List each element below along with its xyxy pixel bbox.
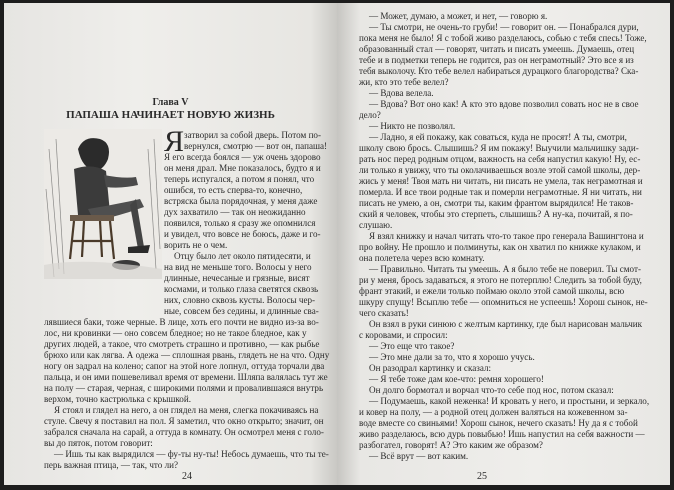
book-spread <box>4 3 670 485</box>
text-line: дело? <box>359 110 381 120</box>
text-line: чего сказать! <box>359 308 409 318</box>
text-line: дух захватило — так он неожиданно <box>164 207 306 217</box>
text-line: других людей, а такое, что смотреть страшно и противно, — как рыбье <box>44 339 320 349</box>
text-line: Отцу было лет около пятидесяти, и <box>174 251 311 261</box>
text-line: затворил за собой дверь. Потом по- <box>184 130 322 140</box>
text-line: вернулся, смотрю — вот он, папаша! <box>184 141 328 151</box>
text-line: — Подумаешь, какой неженка! И кровать у него, и простыни, и зеркало, <box>369 396 650 406</box>
text-line: пока меня не было! Я с тобой живо разделаюсь, собью с тебя спесь! Тоже, <box>359 33 647 43</box>
text-line: она полетела через всю комнату. <box>359 253 485 263</box>
text-line: Я взял книжку и начал читать что-то такое про генерала Вашингтона и <box>369 231 644 241</box>
text-line: воде вместе со свиньями! Хорош сынок, нечего сказать! Ну да я с тобой <box>359 418 638 428</box>
text-line: ли только я увижу, что ты околачиваешься возле этой самой школы, дер- <box>359 165 641 175</box>
text-line: шкуру спущу! Всыплю тебе — опомниться не успеешь! Хорош сынок, не- <box>359 297 648 307</box>
text-line: — Никто не позволял. <box>369 121 456 131</box>
text-line: забрался сначала на сарай, а оттуда в комнату. Он осмотрел меня с голо- <box>44 427 324 437</box>
text-line: — Ишь ты как вырядился — фу-ты ну-ты! Небось думаешь, что ты те- <box>54 449 329 459</box>
text-line: брюхо или как лягва. А одежа — сплошная рвань, глядеть не на что. Одну <box>44 350 330 360</box>
text-line: них, словно сквозь кусты. Волосы чер- <box>164 295 316 305</box>
text-line: Я его всегда боялся — уж очень здорово <box>164 152 321 162</box>
text-line: — Ладно, я ей покажу, как соваться, куда не просят! А ты, смотри, <box>369 132 627 142</box>
text-line: лявшиеся баки, тоже черные. В лице, хоть его почти не видно из-за во- <box>44 317 319 327</box>
chapter-number: Глава V <box>152 97 189 108</box>
text-line: с коровами, и спросил: <box>359 330 448 340</box>
text-line: разбогател, говорят! А? Это каким же образом? <box>359 440 543 450</box>
text-line: ногу он задрал на колено; сапог на этой ноге лопнул, оттуда торчали два <box>44 361 325 371</box>
text-line: ные, совсем без седины, и длинные сва- <box>164 306 319 316</box>
text-line: перь важная птица, — так, что ли? <box>44 460 179 470</box>
text-line: живо разделаюсь, всю дурь повыбью! Ишь напустил на себя важности — <box>359 429 645 439</box>
drop-cap: Я <box>164 125 185 158</box>
text-line: померла. И все твои родные так и померли неграмотные. Я ни читать, ни <box>359 187 642 197</box>
text-line: — Вдова велела. <box>369 88 434 98</box>
text-line: — Я тебе тоже дам кое-что: ремня хорошего! <box>369 374 544 384</box>
text-line: писать не умею, а он, смотри ты, каким франтом вырядился! Не таков- <box>359 198 634 208</box>
chapter-title: ПАПАША НАЧИНАЕТ НОВУЮ ЖИЗНЬ <box>66 109 275 121</box>
illustration-seated-man <box>44 129 162 279</box>
text-line: встряска была порядочная, у меня даже <box>164 196 318 206</box>
text-line: он меня драл. Мне показалось, будто я и <box>164 163 321 173</box>
text-line: — Вдова? Вот оно как! А кто это вдове позволил совать нос не в свое <box>369 99 639 109</box>
text-line: теперь испугался, а потом я понял, что <box>164 174 315 184</box>
text-line: — Правильно. Читать ты умеешь. А я было тебе не поверил. Ты смот- <box>369 264 641 274</box>
text-line: — Это мне дали за то, что я хорошо учусь. <box>369 352 535 362</box>
text-line: тебе и в подметки теперь не годится, раз он неграмотный? Это все я из <box>359 55 634 65</box>
text-line: Я стоял и глядел на него, а он глядел на меня, слегка покачиваясь на <box>54 405 319 415</box>
text-line: лос, ни кровинки — оно совсем бледное; но не такое бледное, как у <box>44 328 307 338</box>
text-line: ри у меня, брось задаваться, я этого не потерплю! Следить за тобой буду, <box>359 275 642 285</box>
text-line: — Всё врут — вот каким. <box>369 451 469 461</box>
text-line: рать нос перед родным отцом, важность на себя напустил какую! Ну, ес- <box>359 154 641 164</box>
text-line: слушаю. <box>359 220 393 230</box>
text-line: тебя выколочу. Кто тебе велел набираться дурацкого благородства? Ска- <box>359 66 639 76</box>
text-line: Он долго бормотал и ворчал что-то себе под нос, потом сказал: <box>369 385 614 395</box>
text-line: — Ты смотри, не очень-то груби! — говорит он. — Понабрался дури, <box>369 22 639 32</box>
text-line: космами, и только глаза светятся сквозь <box>164 284 319 294</box>
text-line: Он разодрал картинку и сказал: <box>369 363 492 373</box>
text-line: жись у меня! Твоя мать ни читать, ни писать не умела, так неграмотная и <box>359 176 643 186</box>
text-line: на полу — старая, черная, с широкими полями и провалившаяся внутрь <box>44 383 324 393</box>
text-line: Он взял в руки синюю с желтым картинку, где был нарисован мальчик <box>369 319 643 329</box>
text-line: стуле. Свечу я поставил на пол. Я заметил, что окно открыто; значит, он <box>44 416 324 426</box>
text-line: верхом, точно кастрюлька с крышкой. <box>44 394 191 404</box>
text-line: на вид не меньше того. Волосы у него <box>164 262 312 272</box>
text-line: про войну. Не прошло и полминуты, как он хватил по книжке кулаком, и <box>359 242 641 252</box>
text-line: — Может, думаю, а может, и нет, — говорю я. <box>369 11 548 21</box>
page-number-left: 24 <box>182 471 192 482</box>
left-page <box>4 3 337 485</box>
text-line: образованный стал — говорят, читать и писать умеешь. Думаешь, отец <box>359 44 635 54</box>
right-page <box>337 3 670 485</box>
page-number-right: 25 <box>477 471 487 482</box>
text-line: и ковер на полу, — а родной отец должен валяться на кожевенном за- <box>359 407 628 417</box>
text-line: ошибся, то есть сперва-то, конечно, <box>164 185 303 195</box>
text-line: ский я человек, чтобы это стерпеть, слышишь? А ну-ка, почитай, я по- <box>359 209 633 219</box>
text-line: школу свою брось. Слышишь? Я им покажу! Выучили мальчишку зади- <box>359 143 639 153</box>
text-line: жи, кто это тебе велел? <box>359 77 449 87</box>
text-line: длинные, нечесаные и грязные, висят <box>164 273 310 283</box>
text-line: пальца, и он ими пошевеливал время от времени. Шляпа валялась тут же <box>44 372 328 382</box>
text-line: ворить не о чем. <box>164 240 228 250</box>
text-line: — Это еще что такое? <box>369 341 455 351</box>
text-line: появился, только я сразу же опомнился <box>164 218 316 228</box>
text-line: вы до пяток, потом говорит: <box>44 438 153 448</box>
text-line: и увидел, что вовсе не боюсь, даже и го- <box>164 229 321 239</box>
text-line: франт этакий, и ежели только поймаю около этой самой школы, всю <box>359 286 625 296</box>
